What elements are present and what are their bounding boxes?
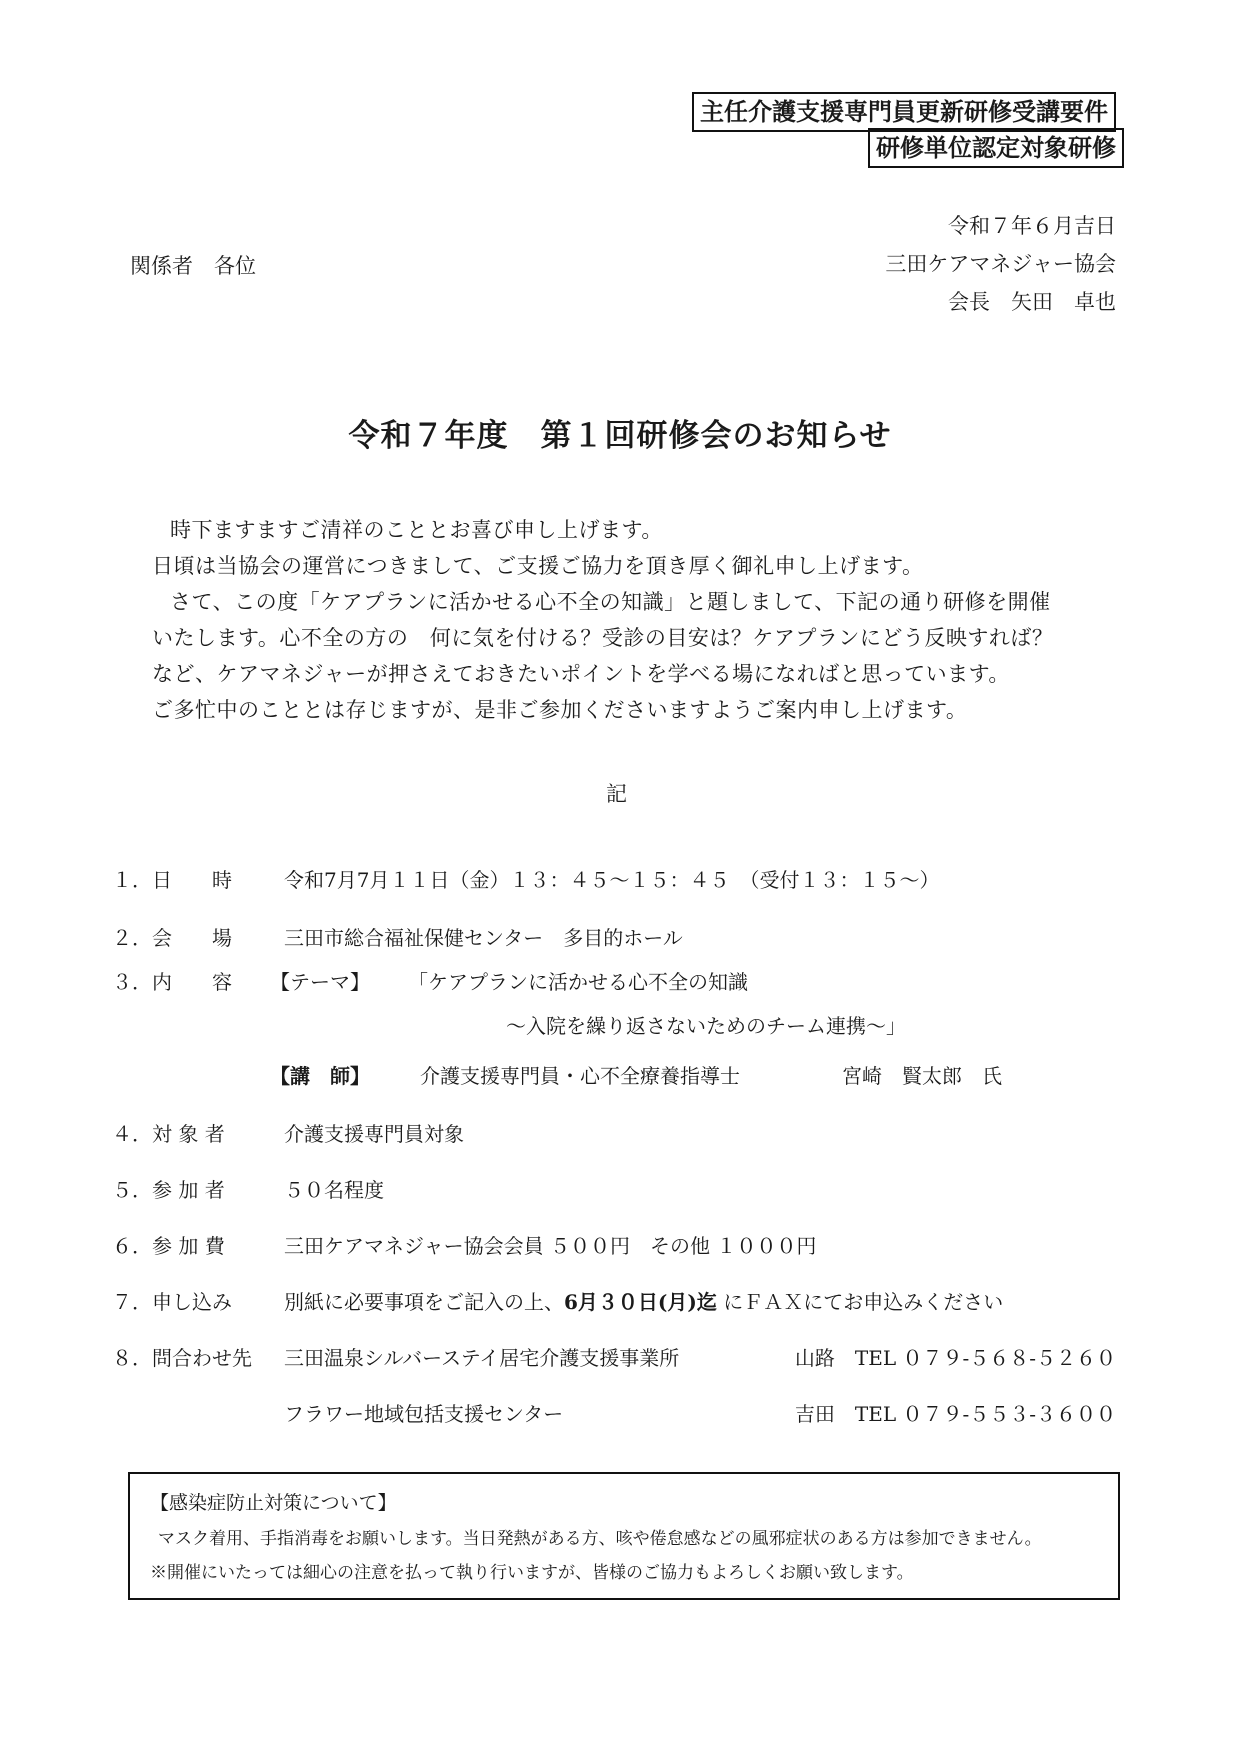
body-line-5: など、ケアマネジャーが押さえておきたいポイントを学べる場になればと思っています。 — [152, 662, 1010, 686]
item-fee-label: ６．参 加 費 — [112, 1234, 225, 1258]
notice-heading: 【感染症防止対策について】 — [150, 1492, 397, 1514]
item-participants-value: ５０名程度 — [284, 1178, 384, 1202]
item-participants-label: ５．参 加 者 — [112, 1178, 225, 1202]
item-apply-value — [284, 1286, 1003, 1315]
sender-organization: 三田ケアマネジャー協会 — [885, 252, 1116, 276]
certified-training-label: 研修単位認定対象研修 — [868, 128, 1124, 168]
ki-marker: 記 — [606, 782, 627, 806]
body-line-3: さて、この度「ケアプランに活かせる心不全の知識」と題しまして、下記の通り研修を開催 — [170, 590, 1051, 614]
notice-line-1: マスク着用、手指消毒をお願いします。当日発熱がある方、咳や倦怠感などの風邪症状のある方は参加できません。 — [158, 1529, 1042, 1549]
lecturer-name: 宮崎 賢太郎 氏 — [842, 1064, 1002, 1088]
requirement-label: 主任介護支援専門員更新研修受講要件 — [692, 92, 1116, 132]
page-title: 令和７年度 第１回研修会のお知らせ — [348, 418, 892, 454]
item-contact-label: ８．問合わせ先 — [112, 1346, 252, 1370]
theme-line-1: 「ケアプランに活かせる心不全の知識 — [408, 970, 748, 994]
item-fee-value: 三田ケアマネジャー協会会員 ５００円 その他 １０００円 — [284, 1234, 817, 1258]
apply-text-post: にＦＡＸにてお申込みください — [716, 1290, 1004, 1314]
lecturer-tag: 【講 師】 — [270, 1064, 370, 1088]
body-line-6: ご多忙中のこととは存じますが、是非ご参加くださいますようご案内申し上げます。 — [152, 698, 968, 722]
item-target-label: ４．対 象 者 — [112, 1122, 225, 1146]
theme-line-2: ～入院を繰り返さないためのチーム連携～」 — [506, 1014, 906, 1038]
sender-president: 会長 矢田 卓也 — [948, 290, 1116, 314]
issue-date: 令和７年６月吉日 — [948, 214, 1116, 238]
contact-org-1: 三田温泉シルバーステイ居宅介護支援事業所 — [284, 1346, 680, 1370]
item-venue-value: 三田市総合福祉保健センター 多目的ホール — [284, 926, 683, 950]
body-line-1: 時下ますますご清祥のこととお喜び申し上げます。 — [170, 518, 663, 542]
contact-person-2: 吉田 TEL ０７９-５５３-３６００ — [794, 1402, 1116, 1426]
item-date-value: 令和7月7月１１日（金）１３：４５～１５：４５ （受付１３：１５～） — [284, 868, 940, 892]
apply-deadline: 6月３０日(月)迄 — [564, 1290, 717, 1314]
item-target-value: 介護支援専門員対象 — [284, 1122, 464, 1146]
theme-tag: 【テーマ】 — [270, 970, 370, 994]
contact-person-1: 山路 TEL ０７９-５６８-５２６０ — [794, 1346, 1116, 1370]
infection-notice-box — [128, 1472, 1120, 1600]
body-line-4: いたします。心不全の方の 何に気を付ける？受診の目安は？ケアプランにどう反映すれば？ — [152, 626, 1054, 650]
item-date-label: １．日 時 — [112, 868, 232, 892]
notice-line-2: ※開催にいたっては細心の注意を払って執り行いますが、皆様のご協力もよろしくお願い致します。 — [150, 1563, 914, 1583]
contact-org-2: フラワー地域包括支援センター — [284, 1402, 564, 1426]
item-apply-label: ７．申し込み — [112, 1290, 232, 1314]
item-content-label: ３．内 容 — [112, 970, 232, 994]
apply-text-pre: 別紙に必要事項をご記入の上、 — [284, 1290, 564, 1314]
item-venue-label: ２．会 場 — [112, 926, 232, 950]
lecturer-title: 介護支援専門員・心不全療養指導士 — [420, 1064, 740, 1088]
body-line-2: 日頃は当協会の運営につきまして、ご支援ご協力を頂き厚く御礼申し上げます。 — [152, 554, 924, 578]
addressee: 関係者 各位 — [130, 254, 256, 278]
